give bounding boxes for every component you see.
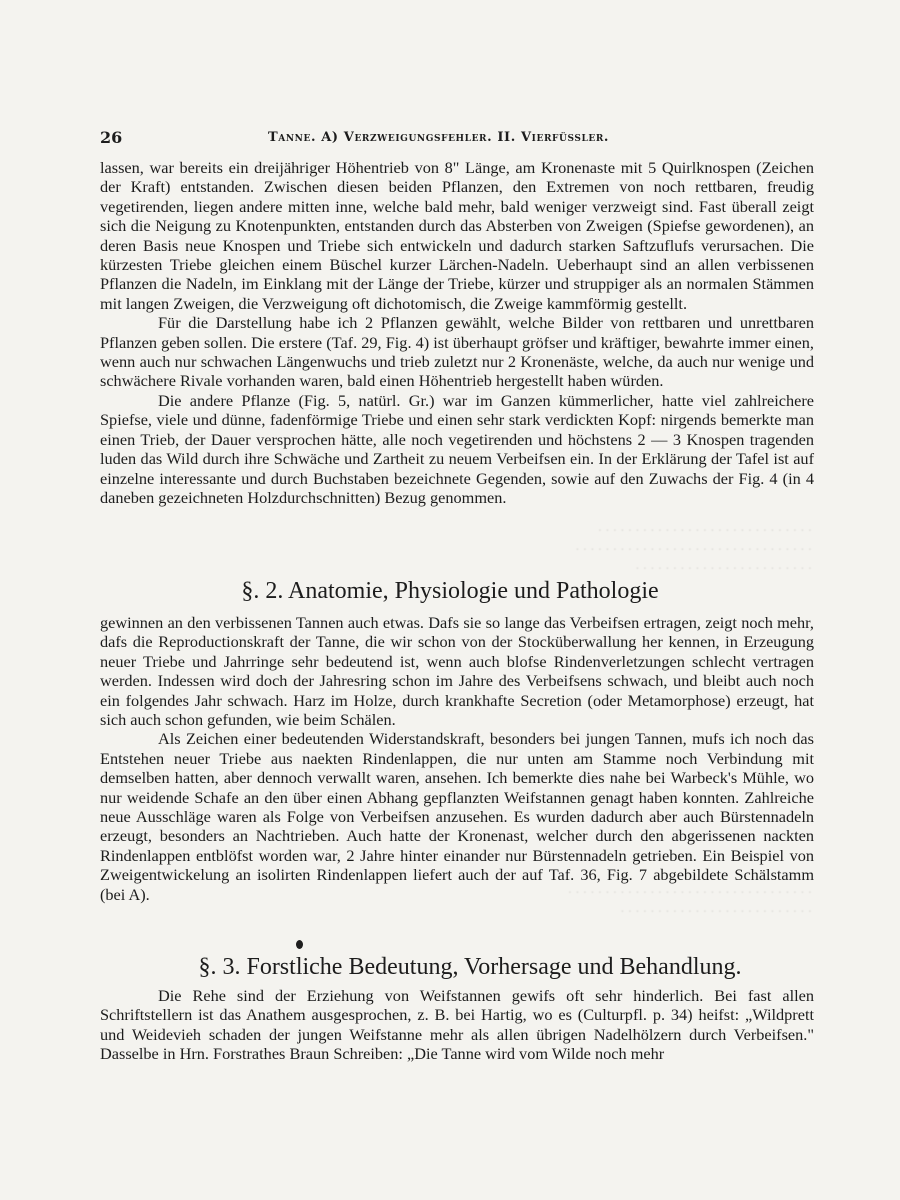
page-number: 26 <box>100 128 123 147</box>
ink-spot <box>296 940 303 949</box>
continued-text <box>100 158 814 507</box>
paragraph: Für die Darstellung habe ich 2 Pflanzen gewählt, welche Bilder von rettbaren und unrettbaren Pflanzen geben sollen. Die erstere (Taf. 29, Fig. 4) ist überhaupt gröfser und kräftiger, bewahrte immer einen, wenn auch nur schwachen Längenwuchs und trieb zuletzt nur 2 Kronenäste, welche, da auch nur wenige und schwächere Rivale vorhanden waren, bald einen Höhentrieb hergestellt haben würden. <box>100 313 814 391</box>
section-2-text <box>100 613 814 904</box>
section-heading: §. 2. Anatomie, Physiologie und Pathologie <box>241 578 659 604</box>
paragraph: Die andere Pflanze (Fig. 5, natürl. Gr.) war im Ganzen kümmerlicher, hatte viel zahlreichere Spiefse, viele und dünne, fadenförmige Triebe und einen sehr stark verdickten Kopf: nirgends bemerkte man einen Trieb, der Dauer versprochen hätte, alle noch vegetirenden und höchstens 2 — 3 Knospen tragenden luden das Wild durch ihre Schwäche und Zartheit zu neuem Verbeifsen ein. In der Erklärung der Tafel ist auf einzelne interessante und durch Buchstaben bezeichnete Gegenden, sowie auf den Zuwachs der Fig. 4 (in 4 daneben gezeichneten Holzdurchschnitten) Bezug genommen. <box>100 390 814 507</box>
paragraph: Die Rehe sind der Erziehung von Weifstannen gewifs oft sehr hinderlich. Bei fast allen Schriftstellern ist das Anathem ausgesprochen, z. B. bei Hartig, wo es (Culturpfl. p. 34) heifst: „Wildprett und Weidevieh schaden der jungen Weifstanne mehr als allen übrigen Nadelhölzern durch Verbeifsen." Dasselbe in Hrn. Forstrathes Braun Schreiben: „Die Tanne wird vom Wilde noch mehr <box>100 986 814 1064</box>
paragraph: gewinnen an den verbissenen Tannen auch etwas. Dafs sie so lange das Verbeifsen ertragen, zeigt noch mehr, dafs die Reproductionskraft der Tanne, die wir schon von der Stocküberwallung her kennen, in Erzeugung neuer Triebe und Jahrringe sehr bedeutend ist, wenn auch blofse Rindenverletzungen schlecht vertragen werden. Indessen wird doch der Jahresring schon im Jahre des Verbeifsens schwach, und bleibt auch noch ein folgendes Jahr schwach. Harz im Holze, durch krankhafte Secretion (oder Metamorphose) erzeugt, hat sich auch schon gefunden, wie beim Schälen. <box>100 613 814 730</box>
page-header <box>100 128 812 152</box>
paragraph: Als Zeichen einer bedeutenden Widerstandskraft, besonders bei jungen Tannen, mufs ich noch das Entstehen neuer Triebe aus naekten Rindenlappen, die nur unten am Stamme noch Verbindung mit demselben hatten, aber dennoch verwallt waren, ansehen. Ich bemerkte dies nahe bei Warbeck's Mühle, wo nur weidende Schafe an den über einen Abhang gepflanzten Weifstannen genagt haben konnten. Zahlreiche neue Ausschläge waren als Folge von Verbeifsen anzusehen. Es wurden dadurch aber auch Bürstennadeln erzeugt, besonders an Nachtrieben. Auch hatte der Kronenast, welcher durch den abgerissenen nackten Rindenlappen entblöfst worden war, 2 Jahre hinter einander nur Bürstennadeln getrieben. Ein Beispiel von Zweigentwickelung an isolirten Rindenlappen liefert auch der auf Taf. 36, Fig. 7 abgebildete Schälstamm (bei A). <box>100 729 814 904</box>
bleed-through-decoration: · · · · · · · · · · · · · · · · · · · · · · · · · · · · · · · · · · · · · · · · · · · · · · · · · · · · · · · · · · · <box>568 885 812 920</box>
running-head: Tanne. A) Verzweigungsfehler. II. Vierfüssler. <box>268 130 610 145</box>
section-3-text <box>100 986 814 1064</box>
section-heading: §. 3. Forstliche Bedeutung, Vorhersage und Behandlung. <box>198 954 742 980</box>
bleed-through-decoration: · · · · · · · · · · · · · · · · · · · · · · · · · · · · · · · · · · · · · · · · · · · · · · · · · · · · · · · · · · · · · · · · · · · · · · · · · · · · · · · · · · · · · <box>575 523 812 577</box>
paragraph: lassen, war bereits ein dreijähriger Höhentrieb von 8" Länge, am Kronenaste mit 5 Quirlknospen (Zeichen der Kraft) entstanden. Zwischen diesen beiden Pflanzen, den Extremen von noch rettbaren, freudig vegetirenden, liegen andere mitten inne, welche bald mehr, bald weniger verzweigt sind. Fast überall zeigt sich die Neigung zu Knotenpunkten, entstanden durch das Absterben von Zweigen (Spiefse gewordenen), an deren Basis neue Knospen und Triebe sich entwickeln und dadurch starken Saftzuflufs verursachen. Die kürzesten Triebe gleichen einem Büschel kurzer Lärchen-Nadeln. Ueberhaupt sind an allen verbissenen Pflanzen die Nadeln, im Einklang mit der Länge der Triebe, kürzer und struppiger als an normalen Stämmen mit langen Zweigen, die Verzweigung oft dichotomisch, die Zweige kammförmig gestellt. <box>100 158 814 313</box>
